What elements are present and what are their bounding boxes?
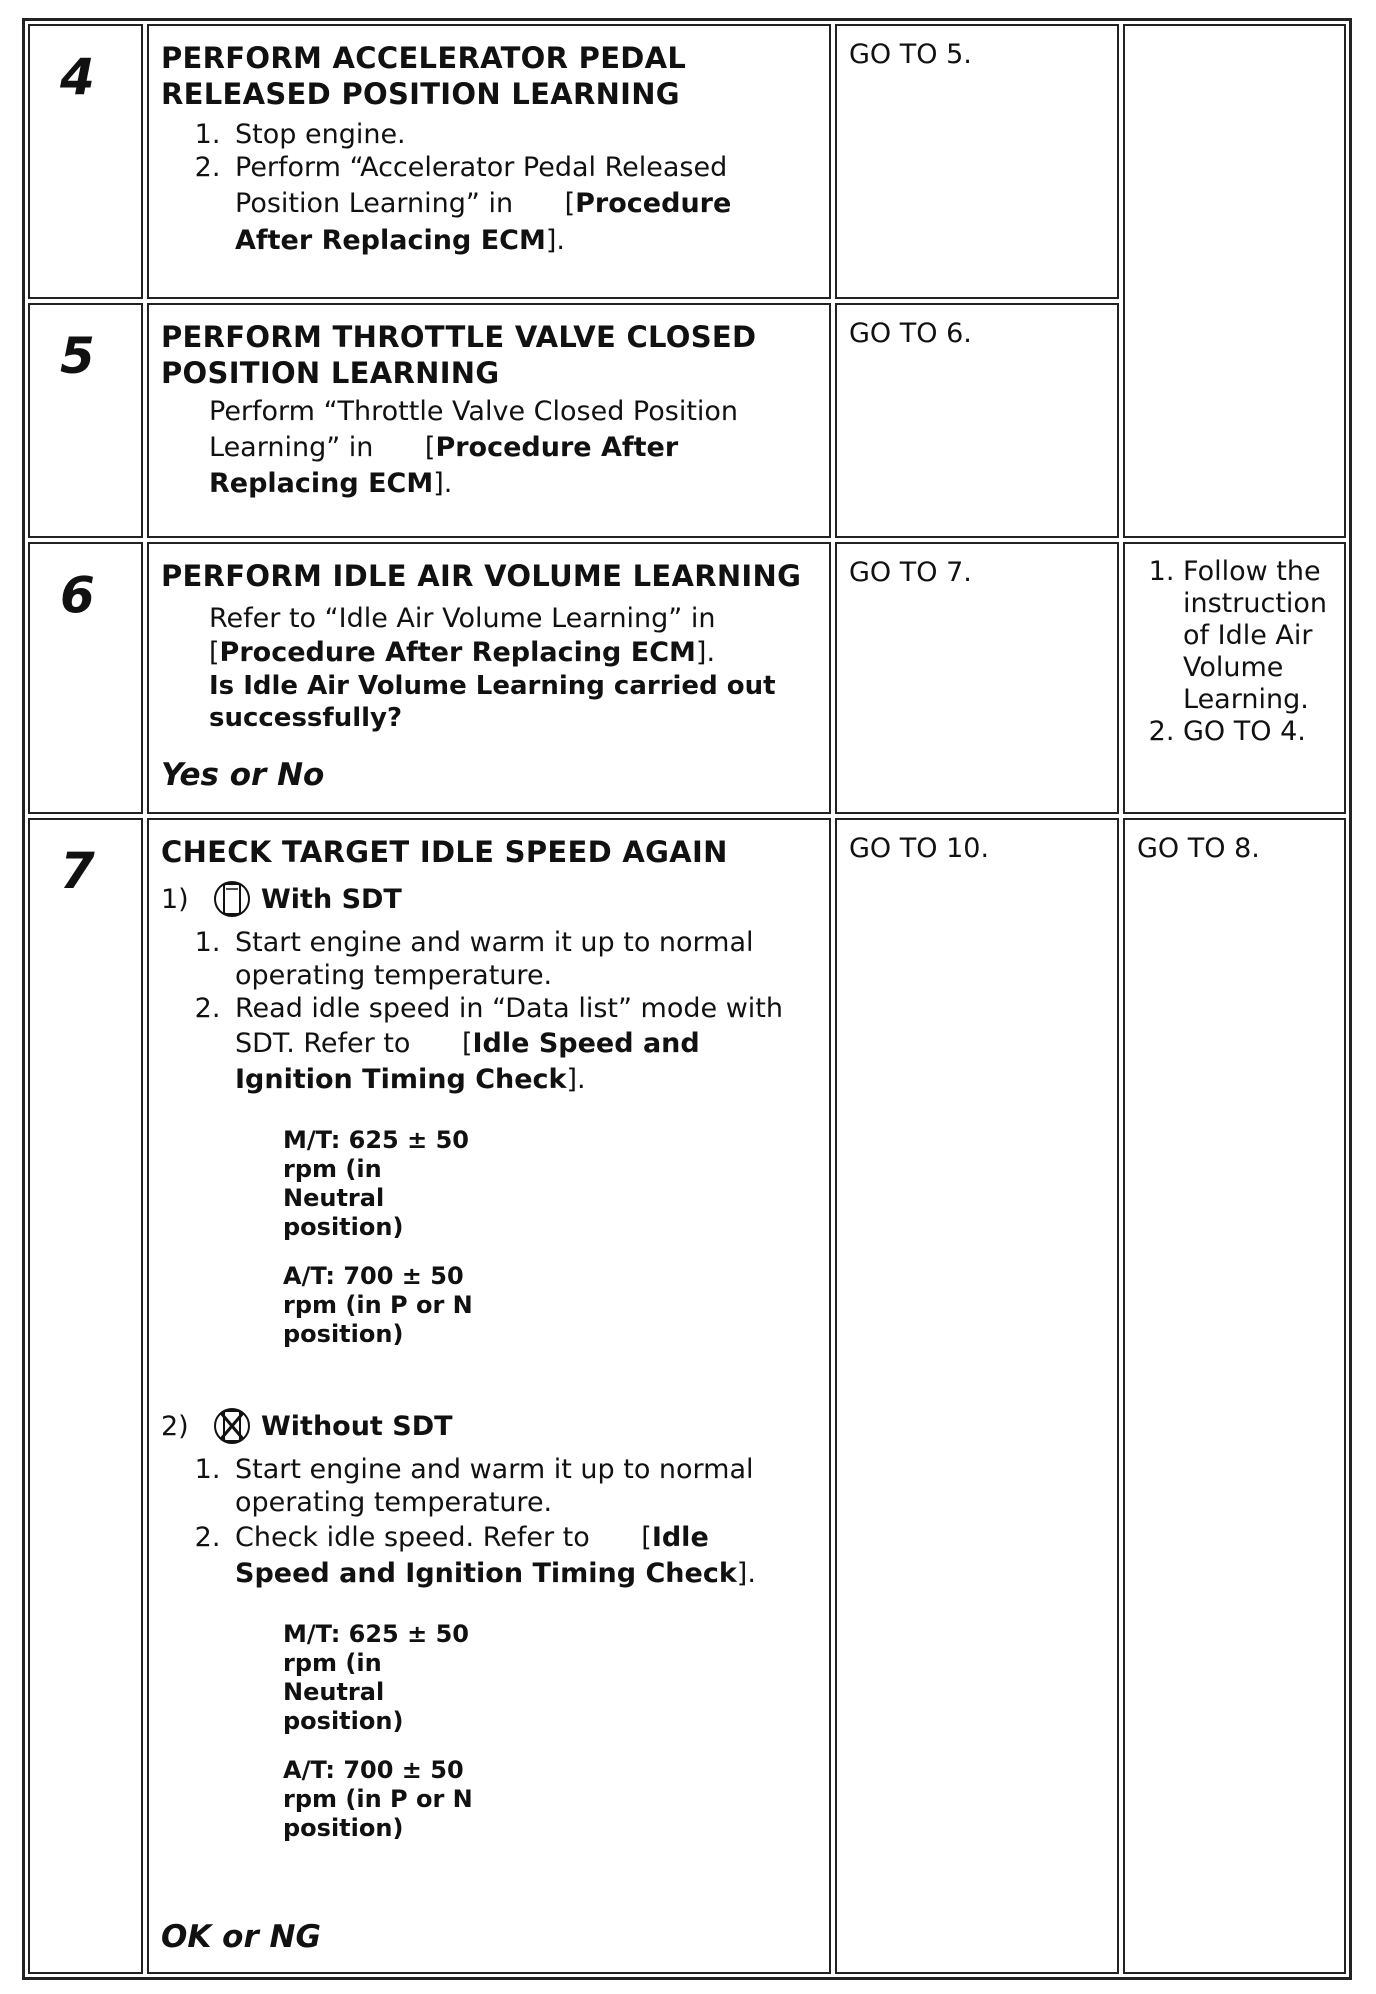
goto-link[interactable]: 2. GO TO 4. xyxy=(1183,716,1344,748)
goto-link[interactable]: GO TO 10. xyxy=(849,833,990,864)
reference-link[interactable]: Ignition Timing Check xyxy=(235,1064,567,1095)
step-text: Refer to “Idle Air Volume Learning” in [Procedure After Replacing ECM]. xyxy=(209,603,716,668)
reference-link[interactable]: Idle xyxy=(651,1522,709,1553)
step-description-cell xyxy=(147,303,831,538)
ng-result-cell xyxy=(1123,818,1346,1974)
step-title: PERFORM IDLE AIR VOLUME LEARNING xyxy=(161,559,802,593)
list-item: 1. Start engine and warm it up to normal operating temperature. xyxy=(229,926,819,992)
reference-link[interactable]: Idle Speed and xyxy=(472,1028,700,1059)
step-question: Is Idle Air Volume Learning carried out successfully? xyxy=(209,671,776,733)
answer-prompt: Yes or No xyxy=(161,757,325,793)
step-number-cell xyxy=(28,542,143,814)
step-number-cell xyxy=(28,818,143,1974)
step-number-cell xyxy=(28,303,143,538)
sdt-tool-icon xyxy=(213,878,251,920)
step-description-cell xyxy=(147,542,831,814)
no-result-cell xyxy=(1123,542,1346,814)
spec-mt: M/T: 625 ± 50 rpm (in Neutral position) xyxy=(283,1620,469,1735)
yes-result-cell xyxy=(835,303,1119,538)
step-title: PERFORM THROTTLE VALVE CLOSED POSITION LEARNING xyxy=(161,320,757,390)
spec-at: A/T: 700 ± 50 rpm (in P or N position) xyxy=(283,1262,473,1348)
step-description-cell xyxy=(147,818,831,1974)
step-text: Perform “Throttle Valve Closed Position Learning” in [Procedure After Replacing ECM]. xyxy=(209,396,739,499)
reference-link[interactable]: Procedure xyxy=(575,188,732,219)
step-number: 6 xyxy=(60,566,95,624)
list-item: 2. Read idle speed in “Data list” mode with SDT. Refer to [Idle Speed and Ignition Timing Check]. xyxy=(229,992,819,1096)
step-list xyxy=(161,926,819,1096)
no-result-list xyxy=(1125,556,1344,748)
goto-link[interactable]: GO TO 5. xyxy=(849,39,972,70)
list-item: 2. Check idle speed. Refer to [Idle Speed and Ignition Timing Check]. xyxy=(229,1519,819,1590)
goto-link[interactable]: GO TO 7. xyxy=(849,557,972,588)
step-number: 4 xyxy=(60,48,95,106)
reference-link[interactable]: Replacing ECM xyxy=(209,468,434,499)
with-sdt-header: 1) With SDT xyxy=(161,878,819,920)
step-list xyxy=(161,118,819,257)
list-item: 1. Stop engine. xyxy=(229,118,819,151)
yes-result-cell xyxy=(835,542,1119,814)
no-sdt-tool-icon xyxy=(213,1405,251,1447)
list-item: 1. Follow the instruction of Idle Air Volume Learning. xyxy=(1183,556,1344,716)
yes-result-cell xyxy=(835,24,1119,299)
reference-link[interactable]: Procedure After Replacing ECM xyxy=(219,637,696,668)
list-item: 1. Start engine and warm it up to normal operating temperature. xyxy=(229,1453,819,1519)
without-sdt-header: 2) Without SDT xyxy=(161,1405,819,1447)
spec-at: A/T: 700 ± 50 rpm (in P or N position) xyxy=(283,1756,473,1842)
goto-link[interactable]: GO TO 6. xyxy=(849,318,972,349)
step-number-cell xyxy=(28,24,143,299)
ok-result-cell xyxy=(835,818,1119,1974)
reference-link[interactable]: After Replacing ECM xyxy=(235,225,546,256)
list-item: 2. Perform “Accelerator Pedal Released Position Learning” in [Procedure After Replacing ECM]. xyxy=(229,151,819,257)
step-list xyxy=(161,1453,819,1590)
spec-mt: M/T: 625 ± 50 rpm (in Neutral position) xyxy=(283,1126,469,1241)
reference-link[interactable]: Procedure After xyxy=(435,432,679,463)
reference-link[interactable]: Speed and Ignition Timing Check xyxy=(235,1558,737,1589)
step-title: CHECK TARGET IDLE SPEED AGAIN xyxy=(161,835,728,869)
step-description-cell xyxy=(147,24,831,299)
answer-prompt: OK or NG xyxy=(161,1919,321,1955)
step-title: PERFORM ACCELERATOR PEDAL RELEASED POSITION LEARNING xyxy=(161,41,687,111)
no-result-cell xyxy=(1123,24,1346,538)
step-number: 7 xyxy=(60,842,95,900)
goto-link[interactable]: GO TO 8. xyxy=(1137,833,1260,864)
step-number: 5 xyxy=(60,327,95,385)
